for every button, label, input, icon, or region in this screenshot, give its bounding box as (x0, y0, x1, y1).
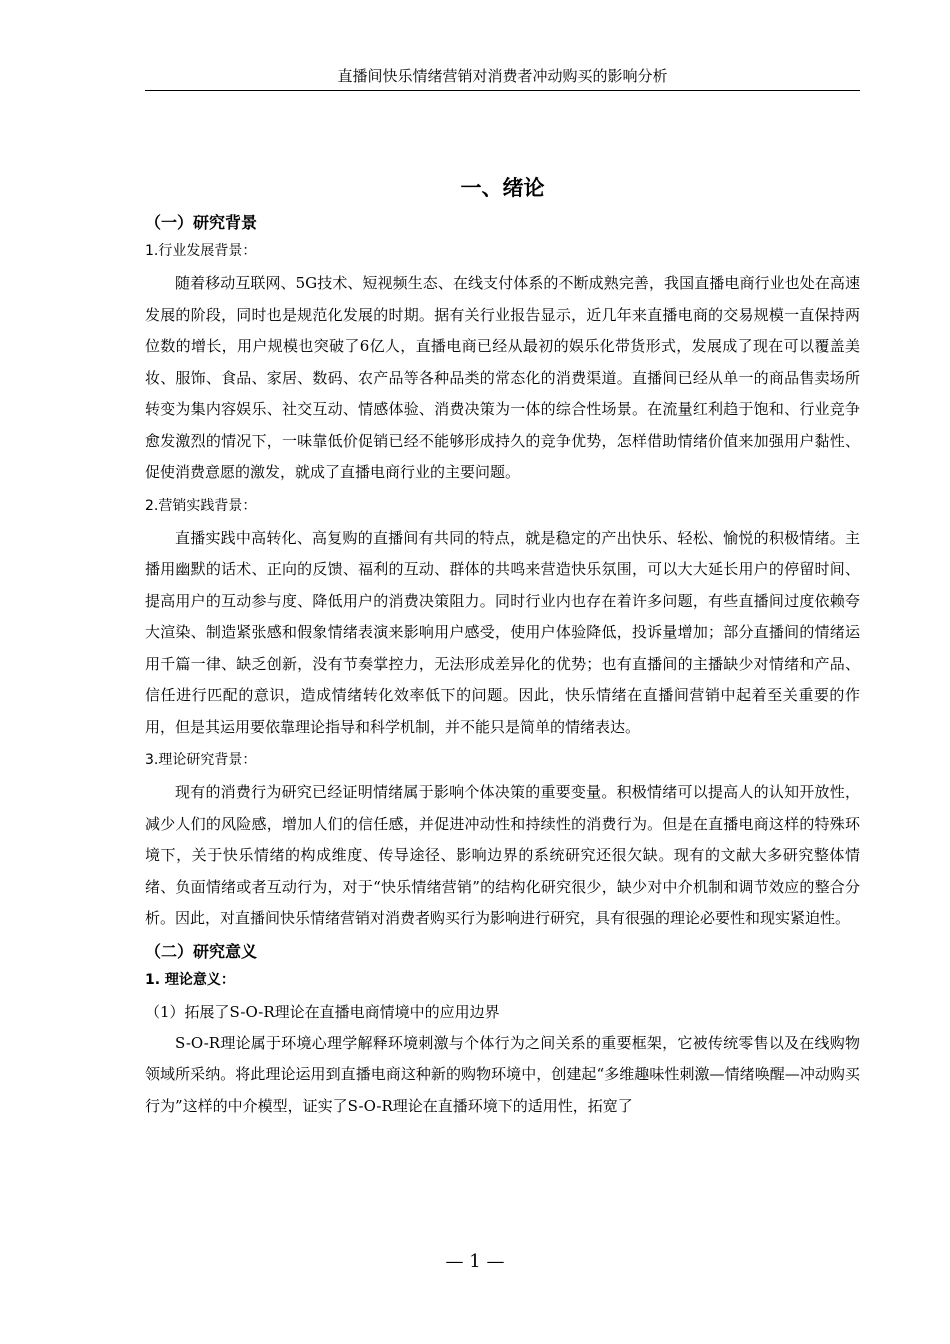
paragraph-marketing: 直播实践中高转化、高复购的直播间有共同的特点，就是稳定的产出快乐、轻松、愉悦的积极情绪。主播用幽默的话术、正向的反馈、福利的互动、群体的共鸣来营造快乐氛围，可以大大延长用户的停留时间、提高用户的互动参与度、降低用户的消费决策阻力。同时行业内也存在着许多问题，有些直播间过度依赖夸大渲染、制造紧张感和假象情绪表演来影响用户感受，使用户体验降低，投诉量增加；部分直播间的情绪运用千篇一律、缺乏创新，没有节奏掌控力，无法形成差异化的优势；也有直播间的主播缺少对情绪和产品、信任进行匹配的意识，造成情绪转化效率低下的问题。因此，快乐情绪在直播间营销中起着至关重要的作用，但是其运用要依靠理论指导和科学机制，并不能只是简单的情绪表达。 (145, 528, 860, 736)
subsection-title-marketing: 2.营销实践背景： (145, 497, 257, 514)
paragraph-sor: S-O-R理论属于环境心理学解释环境刺激与个体行为之间关系的重要框架，它被传统零售以及在线购物领域所采纳。将此理论运用到直播电商这种新的购物环境中，创建起“多维趣味性刺激—情绪唤醒—冲动购买行为”这样的中介模型，证实了S-O-R理论在直播环境下的适用性，拓宽了 (145, 1033, 860, 1115)
subsection-title-theoretical-significance: 1. 理论意义： (145, 971, 235, 988)
subsection-title-industry: 1.行业发展背景： (145, 243, 257, 259)
subsection-title-theory: 3.理论研究背景： (145, 752, 257, 768)
paragraph-industry: 随着移动互联网、5G技术、短视频生态、在线支付体系的不断成熟完善，我国直播电商行业也处在高速发展的阶段，同时也是规范化发展的时期。据有关行业报告显示，近几年来直播电商的交易规模一直保持两位数的增长，用户规模也突破了6亿人，直播电商已经从最初的娱乐化带货形式，发展成了现在可以覆盖美妆、服饰、食品、家居、数码、农产品等各种品类的常态化的消费渠道。直播间已经从单一的商品售卖场所转变为集内容娱乐、社交互动、情感体验、消费决策为一体的综合性场景。在流量红利趋于饱和、行业竞争愈发激烈的情况下，一味靠低价促销已经不能够形成持久的竞争优势，怎样借助情绪价值来加强用户黏性、促使消费意愿的激发，就成了直播电商行业的主要问题。 (145, 274, 860, 481)
chapter-title: 一、绪论 (460, 176, 545, 200)
page-content (145, 174, 860, 1126)
paragraph-theory: 现有的消费行为研究已经证明情绪属于影响个体决策的重要变量。积极情绪可以提高人的认知开放性，减少人们的风险感，增加人们的信任感，并促进冲动性和持续性的消费行为。但是在直播电商这样的特殊环境下，关于快乐情绪的构成维度、传导途径、影响边界的系统研究还很欠缺。现有的文献大多研究整体情绪、负面情绪或者互动行为，对于“快乐情绪营销”的结构化研究很少，缺少对中介机制和调节效应的整合分析。因此，对直播间快乐情绪营销对消费者购买行为影响进行研究，具有很强的理论必要性和现实紧迫性。 (145, 783, 860, 927)
section-title-research-significance: （二）研究意义 (145, 941, 258, 961)
section-title-research-background: （一）研究背景 (145, 213, 258, 232)
list-item-sor-extension: （1）拓展了S-O-R理论在直播电商情境中的应用边界 (145, 1002, 500, 1021)
running-header: 直播间快乐情绪营销对消费者冲动购买的影响分析 (145, 66, 860, 91)
page-number: — 1 — (445, 1251, 505, 1272)
